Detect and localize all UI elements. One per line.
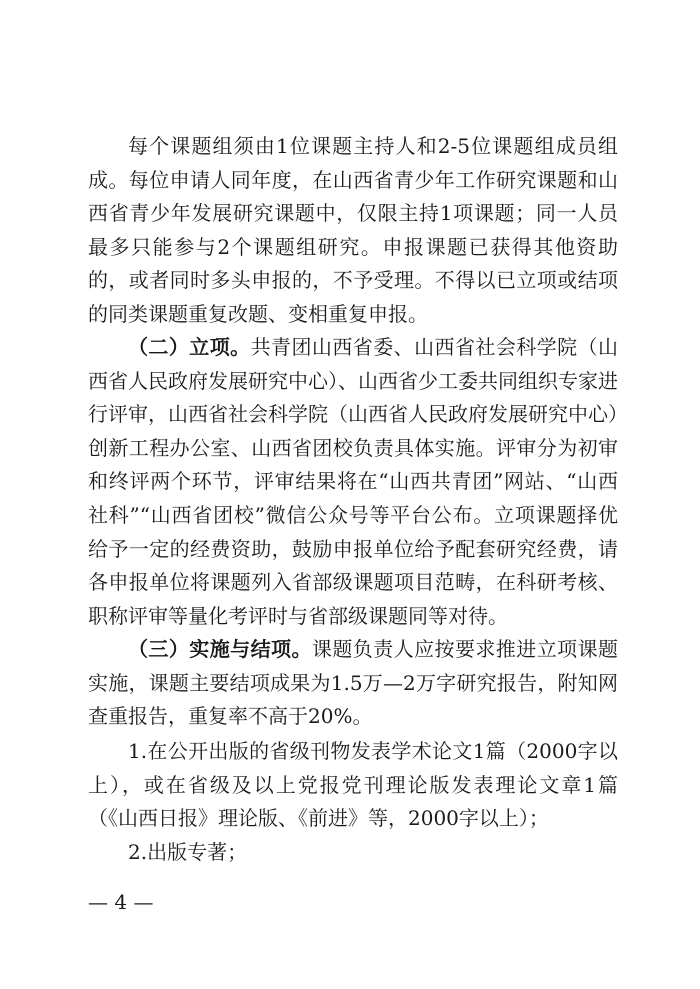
paragraph-eligibility (88, 130, 618, 332)
list-item-publish-paper (88, 735, 618, 836)
paragraph-implementation (88, 633, 618, 734)
paragraph-approval-text: 共青团山西省委、山西省社会科学院（山西省人民政府发展研究中心）、山西省少工委共同组织专家进行评审，山西省社会科学院（山西省人民政府发展研究中心）创新工程办公室、山西省团校负责具体实施。评审分为初审和终评两个环节，评审结果将在“山西共青团”网站、“山西社科”“山西省团校”微信公众号等平台公布。立项课题择优给予一定的经费资助，鼓励申报单位给予配套研究经费，请各申报单位将课题列入省部级课题项目范畴，在科研考核、职称评审等量化考评时与省部级课题同等对待。 (88, 335, 619, 628)
paragraph-eligibility-text: 每个课题组须由1位课题主持人和2-5位课题组成员组成。每位申请人同年度，在山西省青少年工作研究课题和山西省青少年发展研究课题中，仅限主持1项课题；同一人员最多只能参与2个课题组研究。申报课题已获得其他资助的，或者同时多头申报的，不予受理。不得以已立项或结项的同类课题重复改题、变相重复申报。 (88, 134, 618, 326)
list-item-publish-monograph (88, 836, 618, 870)
list-item-publish-monograph-text: 2.出版专著； (128, 840, 248, 864)
paragraph-implementation-text: 课题负责人应按要求推进立项课题实施，课题主要结项成果为1.5万—2万字研究报告，附知网查重报告，重复率不高于20%。 (88, 637, 619, 729)
section-heading-approval: （二）立项。 (128, 335, 251, 359)
section-heading-implementation: （三）实施与结项。 (128, 637, 312, 661)
list-item-publish-paper-text: 1.在公开出版的省级刊物发表学术论文1篇（2000字以上），或在省级及以上党报党刊理论版发表理论文章1篇（《山西日报》理论版、《前进》等，2000字以上）； (88, 739, 618, 831)
page-number: — 4 — (88, 890, 154, 914)
paragraph-approval (88, 331, 618, 633)
